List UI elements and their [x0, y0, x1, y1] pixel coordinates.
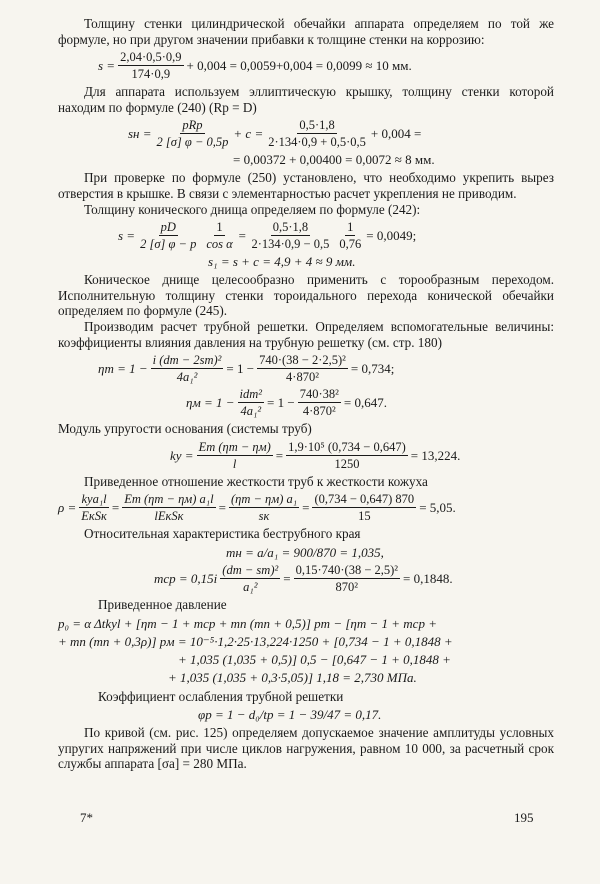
equation-s-cone: s = $\frac{pD}{2 [\sigma] \varphi - p}$ $\frac{1}{\text{cos α}}$ = $\frac{0,5\cdot 1,8}{2\cdot 134\cdot 0,9 - 0,5}$ $\frac{1}{0,76}$ = 0,0049;	[118, 220, 417, 252]
equation-ky: ky = $\frac{Eт (\eta т - \eta м)}{l}$ = $\frac{\text{1,9·10⁵ (0,734 − 0,647)}}{1250}$ = 13,224.	[170, 439, 461, 471]
fraction: $\frac{2,04\cdot 0,5\cdot 0,9}{174\cdot 0,9}$	[120, 50, 182, 82]
eq-lhs: s =	[98, 58, 116, 74]
paragraph-8: Приведенное отношение жесткости труб к жесткости кожуха	[84, 473, 428, 489]
paragraph-10: Приведенное давление	[98, 596, 227, 612]
page-content	[58, 16, 554, 772]
equation-s-shell	[58, 50, 554, 81]
page-number: 195	[514, 810, 534, 825]
equation-eta-t: ηт = 1 − $\frac{\text{i (dт − 2sт)²}}{\text{4a₁²}}$ = 1 − $\frac{\text{740·(38 − 2·2,5)²}}{\text{4·870²}}$ = 0,734;	[98, 353, 395, 385]
paragraph-6: Производим расчет трубной решетки. Определяем вспомогательные величины: коэффициенты влияния давления на трубную решетку (см. стр. 180)	[58, 318, 554, 350]
paragraph-3: При проверке по формуле (250) установлено, что необходимо укрепить вырез отверстия в крышке. В связи с элементарностью расчет укрепления не приводим.	[58, 170, 554, 201]
paragraph-1: Толщину стенки цилиндрической обечайки аппарата определяем по той же формуле, но при другом значении прибавки к толщине стенки на коррозию:	[58, 16, 554, 47]
equation-s-head-result: = 0,00372 + 0,00400 = 0,0072 ≈ 8 мм.	[233, 152, 435, 168]
paragraph-11: Коэффициент ослабления трубной решетки	[98, 688, 344, 704]
equation-p0: p₀ = α Δtkyl + [ηт − 1 + mср + mп (mп + 0,5)] pт − [ηm − 1 + mср + + mп (mп + 0,3ρ)] pм = 10⁻⁵·1,2·25·13,224·1250 + [0,734 − 1 + 0,1848 + + 1,035 (1,035 + 0,5)] 0,5 − [0,647 − 1 + 0,1848 + + 1,035 (1,035 + 0,3·5,05)] 1,18 = 2,730 МПа.	[58, 615, 453, 685]
equation-mcp: mср = 0,15i $\frac{\text{(dт − sт)²}}{\text{a₁²}}$ = $\frac{\text{0,15·740·(38 − 2,5)²}}{\text{870²}}$ = 0,1848.	[154, 562, 453, 594]
paragraph-4: Толщину конического днища определяем по формуле (242):	[84, 201, 421, 217]
paragraph-2: Для аппарата используем эллиптическую крышку, толщину стенки которой находим по формуле (240) (Rр = D)	[58, 84, 554, 115]
paragraph-12: По кривой (см. рис. 125) определяем допускаемое значение амплитуды условных упругих напряжений при числе циклов нагружения, равном 10 000, за расчетный срок службы аппарата [σa] = 280 МПа.	[58, 725, 554, 772]
equation-rho: ρ = $\frac{\text{kyа₁l}}{\text{EкSк}}$ = $\frac{\text{Eт (ηт − ηм) a₁l}}{\text{lEкSк}}$ = $\frac{\text{(ηт − ηм) a₁}}{sк}$ = $\frac{(0,734 - 0,647) 870}{15}$ = 5,05.	[58, 492, 456, 524]
equation-phi: φр = 1 − d₀/tр = 1 − 39/47 = 0,17.	[198, 707, 382, 723]
equation-mn: mн = a/a₁ = 900/870 = 1,035,	[226, 544, 384, 560]
signature-mark: 7*	[80, 810, 93, 825]
equation-s-head: sн = $\frac{\text{pRр}}{2 [\sigma] \varphi - 0,5p}$ + c = $\frac{0,5\cdot 1,8}{2\cdot 134\cdot 0,9 + 0,5\cdot 0,5}$ + 0,004 =	[128, 118, 422, 150]
paragraph-5: Коническое днище целесообразно применить с торообразным переходом. Исполнительную толщину стенки тороидального перехода конической обечайки определяем по формуле (245).	[58, 272, 554, 319]
eq-rhs: + 0,004 = 0,0059+0,004 = 0,0099 ≈ 10 мм.	[186, 58, 412, 74]
equation-s1: s₁ = s + c = 4,9 + 4 ≈ 9 мм.	[208, 254, 356, 270]
paragraph-9: Относительная характеристика беструбного края	[84, 526, 361, 542]
equation-eta-m: ηм = 1 − $\frac{\text{idт²}}{\text{4a₁²}}$ = 1 − $\frac{\text{740·38²}}{\text{4·870²}}$ = 0,647.	[186, 387, 387, 419]
paragraph-7: Модуль упругости основания (системы труб)	[58, 421, 312, 437]
